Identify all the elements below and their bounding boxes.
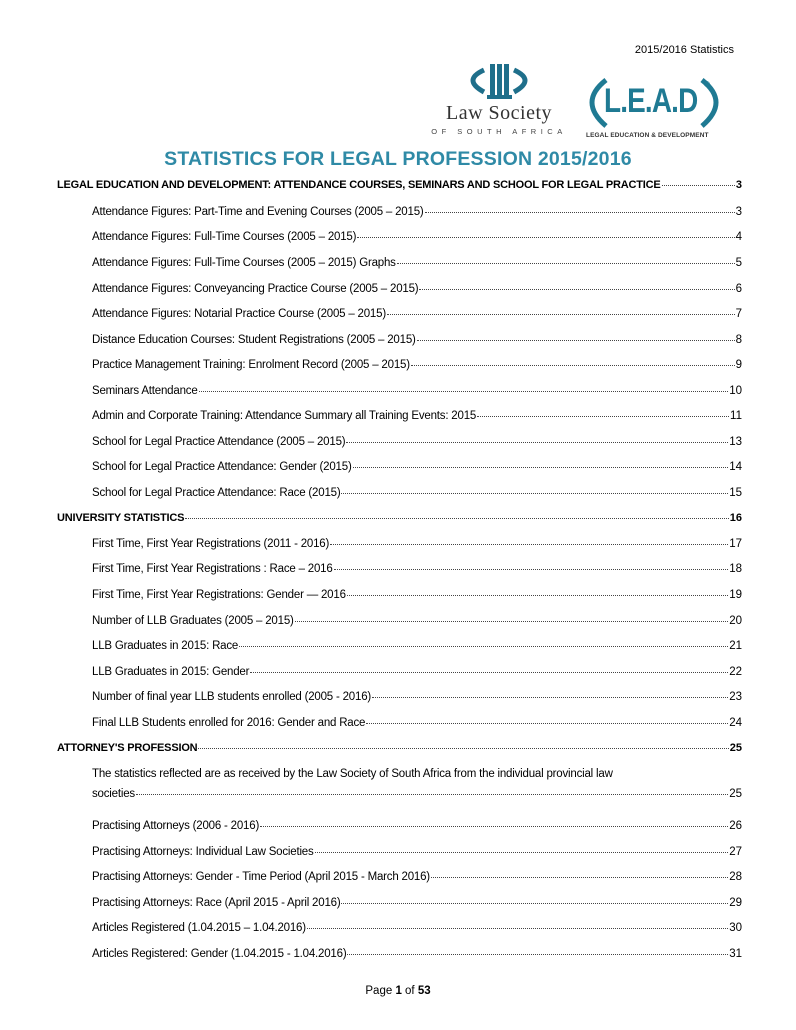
- dot-leader: [662, 185, 735, 186]
- toc-page-number: 22: [729, 666, 742, 678]
- current-page: 1: [395, 985, 402, 997]
- toc-entry-label: First Time, First Year Registrations: Gender — 2016: [92, 589, 346, 601]
- toc-entry[interactable]: [92, 820, 742, 832]
- dot-leader: [431, 877, 728, 878]
- toc-entry-label: Attendance Figures: Part-Time and Evening Courses (2005 – 2015): [92, 206, 424, 218]
- toc-page-number: 7: [735, 308, 742, 320]
- dot-leader: [341, 903, 728, 904]
- registered-mark: ®: [704, 80, 710, 89]
- toc-page-number: 11: [730, 410, 742, 422]
- toc-entry[interactable]: [92, 461, 742, 473]
- toc-page-number: 5: [735, 257, 742, 269]
- toc-page-number: 9: [735, 359, 742, 371]
- dot-leader: [347, 954, 728, 955]
- toc-entry[interactable]: [92, 948, 742, 960]
- toc-page-number: 15: [729, 487, 742, 499]
- toc-page-number: 14: [729, 461, 742, 473]
- toc-page-number: 13: [729, 436, 742, 448]
- toc-entry[interactable]: [92, 206, 742, 218]
- toc-page-number: 26: [729, 820, 742, 832]
- toc-entry[interactable]: [92, 308, 742, 320]
- dot-leader: [425, 212, 735, 213]
- toc-entry[interactable]: [92, 359, 742, 371]
- lead-name: L.E.A.D: [604, 82, 698, 120]
- toc-entry-label: Number of final year LLB students enrolled (2005 - 2016): [92, 691, 372, 703]
- toc-entry-label: Articles Registered (1.04.2015 – 1.04.2016): [92, 922, 306, 934]
- toc-entry-label: School for Legal Practice Attendance: Gender (2015): [92, 461, 352, 473]
- toc-entry[interactable]: [92, 487, 742, 499]
- toc-page-number: 24: [729, 717, 742, 729]
- toc-entry-label: Practising Attorneys (2006 - 2016): [92, 820, 260, 832]
- toc-entry-label: School for Legal Practice Attendance (2005 – 2015): [92, 436, 346, 448]
- toc-page-number: 31: [729, 948, 742, 960]
- dot-leader: [397, 263, 735, 264]
- footer-middle: of: [401, 985, 418, 997]
- toc-entry[interactable]: [92, 231, 742, 243]
- dot-leader: [341, 493, 728, 494]
- toc-page-number: 25: [729, 788, 742, 800]
- toc-entry[interactable]: [92, 385, 742, 397]
- toc-page-number: 27: [729, 846, 742, 858]
- toc-entry-label: Attendance Figures: Conveyancing Practice Course (2005 – 2015): [92, 283, 419, 295]
- toc-entry[interactable]: [92, 589, 742, 601]
- dot-leader: [366, 723, 728, 724]
- toc-page-number: 28: [729, 871, 742, 883]
- dot-leader: [477, 416, 729, 417]
- toc-entry-label: First Time, First Year Registrations : Race – 2016: [92, 563, 333, 575]
- dot-leader: [239, 646, 728, 647]
- toc-entry-label: First Time, First Year Registrations (2011 - 2016): [92, 538, 330, 550]
- dot-leader: [346, 442, 728, 443]
- toc-entry-label: Practising Attorneys: Race (April 2015 - April 2016): [92, 897, 341, 909]
- toc-entry[interactable]: [92, 283, 742, 295]
- toc-entry-label: Practising Attorneys: Gender - Time Period (April 2015 - March 2016): [92, 871, 430, 883]
- dot-leader: [260, 826, 728, 827]
- toc-entry[interactable]: [92, 334, 742, 346]
- toc-entry[interactable]: [92, 691, 742, 703]
- toc-entry[interactable]: [92, 410, 742, 422]
- toc-page-number: 17: [729, 538, 742, 550]
- running-header: 2015/2016 Statistics: [634, 44, 734, 56]
- toc-entry-label: Practising Attorneys: Individual Law Societies: [92, 846, 314, 858]
- toc-entry[interactable]: [92, 615, 742, 627]
- toc-entry-label: LLB Graduates in 2015: Race: [92, 640, 239, 652]
- toc-entry-label: Attendance Figures: Full-Time Courses (2005 – 2015): [92, 231, 357, 243]
- lead-subtitle: LEGAL EDUCATION & DEVELOPMENT: [586, 132, 709, 139]
- toc-page-number: 4: [735, 231, 742, 243]
- toc-entry-label: LLB Graduates in 2015: Gender: [92, 666, 250, 678]
- dot-leader: [357, 237, 734, 238]
- dot-leader: [136, 794, 728, 795]
- toc-entry[interactable]: [92, 717, 742, 729]
- dot-leader: [417, 340, 735, 341]
- toc-entry[interactable]: [92, 257, 742, 269]
- toc-entry-label: Admin and Corporate Training: Attendance Summary all Training Events: 2015: [92, 410, 477, 422]
- pillar-emblem-icon: [424, 62, 574, 102]
- dot-leader: [250, 672, 728, 673]
- toc-page-number: 18: [729, 563, 742, 575]
- dot-leader: [347, 595, 728, 596]
- toc-entry-label: School for Legal Practice Attendance: Race (2015): [92, 487, 341, 499]
- total-pages: 53: [417, 985, 431, 997]
- toc-entry-label: The statistics reflected are as received by the Law Society of South Africa from the individual provincial law: [92, 768, 613, 780]
- toc-page-number: 21: [729, 640, 742, 652]
- toc-page-number: 30: [729, 922, 742, 934]
- toc-entry[interactable]: [92, 640, 742, 652]
- toc-entry[interactable]: [92, 768, 742, 800]
- footer-prefix: Page: [365, 985, 396, 997]
- toc-entry-label: Distance Education Courses: Student Registrations (2005 – 2015): [92, 334, 416, 346]
- toc-entry[interactable]: [92, 897, 742, 909]
- toc-entry-label: Attendance Figures: Full-Time Courses (2005 – 2015) Graphs: [92, 257, 396, 269]
- toc-page-number: 10: [729, 385, 742, 397]
- toc-entry[interactable]: [92, 666, 742, 678]
- toc-page-number: 16: [729, 512, 742, 524]
- toc-section-heading[interactable]: [57, 512, 742, 524]
- toc-page-number: 3: [735, 206, 742, 218]
- toc-entry-label: Practice Management Training: Enrolment Record (2005 – 2015): [92, 359, 410, 371]
- toc-entry-label: Articles Registered: Gender (1.04.2015 - 1.04.2016): [92, 948, 347, 960]
- toc-page-number: 8: [735, 334, 742, 346]
- dot-leader: [198, 748, 728, 749]
- dot-leader: [199, 391, 729, 392]
- toc-section-heading[interactable]: [57, 742, 742, 754]
- toc-entry-label: Attendance Figures: Notarial Practice Course (2005 – 2015): [92, 308, 386, 320]
- lead-logo: [578, 76, 728, 142]
- dot-leader: [353, 467, 729, 468]
- page-footer: [0, 985, 796, 997]
- toc-page-number: 23: [729, 691, 742, 703]
- toc-page-number: 3: [735, 179, 742, 191]
- toc-entry-label: Number of LLB Graduates (2005 – 2015): [92, 615, 294, 627]
- toc-entry-label-continued: societies: [92, 788, 135, 800]
- toc-entry-label: UNIVERSITY STATISTICS: [57, 512, 185, 524]
- toc-page-number: 29: [729, 897, 742, 909]
- toc-page-number: 20: [729, 615, 742, 627]
- dot-leader: [419, 289, 734, 290]
- law-society-logo: [424, 62, 574, 142]
- toc-section-heading[interactable]: [57, 179, 742, 191]
- toc-entry-label: LEGAL EDUCATION AND DEVELOPMENT: ATTENDANCE COURSES, SEMINARS AND SCHOOL FOR LEGAL PRACTICE: [57, 179, 661, 191]
- toc-page-number: 19: [729, 589, 742, 601]
- toc-entry[interactable]: [92, 563, 742, 575]
- toc-entry-label: ATTORNEY'S PROFESSION: [57, 742, 198, 754]
- toc-entry[interactable]: [92, 436, 742, 448]
- toc-entry-label: Seminars Attendance: [92, 385, 198, 397]
- toc-page-number: 6: [735, 283, 742, 295]
- page-title: STATISTICS FOR LEGAL PROFESSION 2015/2016: [164, 148, 632, 170]
- dot-leader: [315, 852, 729, 853]
- toc-entry[interactable]: [92, 871, 742, 883]
- dot-leader: [330, 544, 728, 545]
- toc-entry-label: Final LLB Students enrolled for 2016: Gender and Race: [92, 717, 366, 729]
- toc-page-number: 25: [729, 742, 742, 754]
- dot-leader: [185, 518, 729, 519]
- toc-entry[interactable]: [92, 922, 742, 934]
- dot-leader: [295, 621, 729, 622]
- dot-leader: [411, 365, 735, 366]
- law-society-subtitle: OF SOUTH AFRICA: [431, 127, 567, 136]
- dot-leader: [372, 697, 728, 698]
- dot-leader: [387, 314, 735, 315]
- toc-entry[interactable]: [92, 846, 742, 858]
- toc-entry[interactable]: [92, 538, 742, 550]
- dot-leader: [307, 928, 728, 929]
- law-society-name: Law Society: [445, 102, 553, 124]
- dot-leader: [334, 569, 729, 570]
